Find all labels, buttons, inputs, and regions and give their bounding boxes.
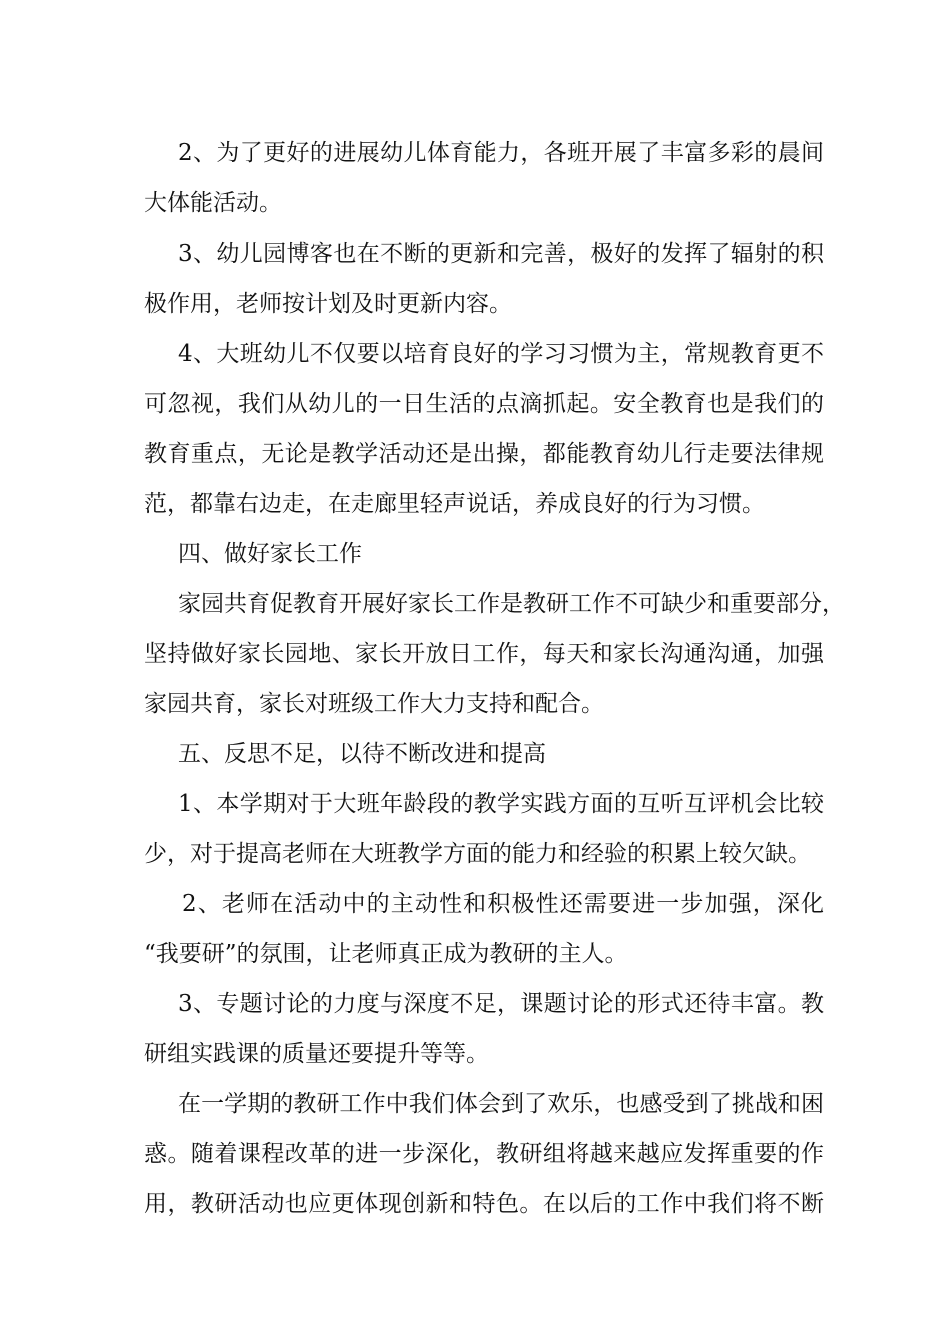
section-heading: 五、反思不足，以待不断改进和提高: [178, 741, 546, 767]
paragraph-line: 3、专题讨论的力度与深度不足，课题讨论的形式还待丰富。教: [178, 991, 824, 1017]
paragraph-line: 少，对于提高老师在大班教学方面的能力和经验的积累上较欠缺。: [144, 841, 811, 867]
paragraph-line: 家园共育促教育开展好家长工作是教研工作不可缺少和重要部分，: [178, 591, 845, 617]
paragraph-line: 大体能活动。: [144, 190, 282, 216]
paragraph-line: 2、为了更好的进展幼儿体育能力，各班开展了丰富多彩的晨间: [178, 140, 824, 166]
paragraph-line: 坚持做好家长园地、家长开放日工作，每天和家长沟通沟通，加强: [144, 641, 824, 667]
paragraph-line: 1、本学期对于大班年龄段的教学实践方面的互听互评机会比较: [178, 791, 824, 817]
paragraph-line: 2、老师在活动中的主动性和积极性还需要进一步加强，深化: [182, 891, 824, 917]
paragraph-line: 用，教研活动也应更体现创新和特色。在以后的工作中我们将不断: [144, 1191, 824, 1217]
paragraph-line: 范，都靠右边走，在走廊里轻声说话，养成良好的行为习惯。: [144, 491, 765, 517]
paragraph-line: 教育重点，无论是教学活动还是出操，都能教育幼儿行走要法律规: [144, 441, 824, 467]
paragraph-line: “我要研”的氛围，让老师真正成为教研的主人。: [144, 941, 628, 967]
paragraph-line: 惑。随着课程改革的进一步深化，教研组将越来越应发挥重要的作: [144, 1141, 824, 1167]
paragraph-line: 4、大班幼儿不仅要以培育良好的学习习惯为主，常规教育更不: [178, 341, 824, 367]
paragraph-line: 3、幼儿园博客也在不断的更新和完善，极好的发挥了辐射的积: [178, 241, 824, 267]
paragraph-line: 在一学期的教研工作中我们体会到了欢乐，也感受到了挑战和困: [178, 1091, 824, 1117]
section-heading: 四、做好家长工作: [178, 541, 362, 567]
paragraph-line: 极作用，老师按计划及时更新内容。: [144, 291, 512, 317]
paragraph-line: 家园共育，家长对班级工作大力支持和配合。: [144, 691, 604, 717]
paragraph-line: 研组实践课的质量还要提升等等。: [144, 1041, 489, 1067]
paragraph-line: 可忽视，我们从幼儿的一日生活的点滴抓起。安全教育也是我们的: [144, 391, 824, 417]
